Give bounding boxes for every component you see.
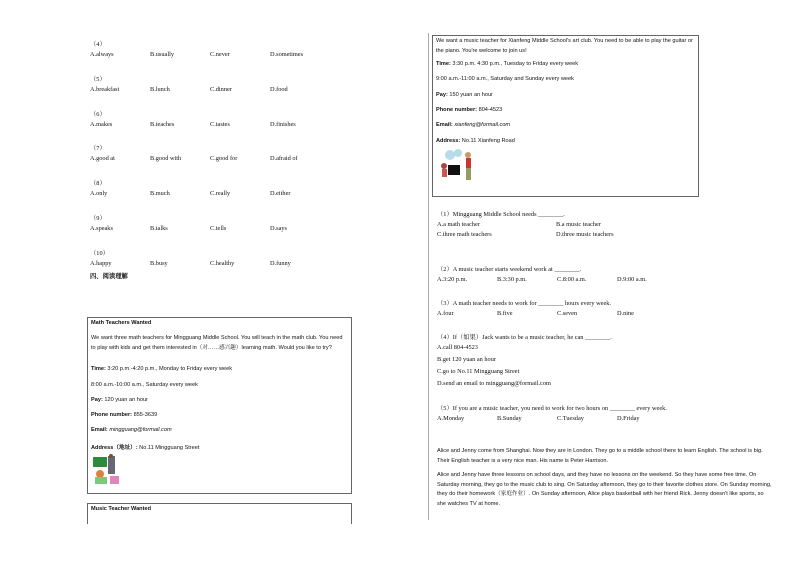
- question-number: （10）: [90, 249, 109, 257]
- teacher-illustration: [92, 454, 122, 486]
- answer-option: B.lunch: [150, 85, 170, 93]
- answer-option: B.a music teacher: [556, 221, 601, 228]
- question-text: （5）If you are a music teacher, you need to work for two hours on ________ every week.: [437, 405, 667, 412]
- answer-option: C.never: [210, 51, 230, 58]
- answer-option: B.3:30 p.m.: [497, 276, 527, 283]
- answer-option: D.says: [270, 225, 287, 232]
- answer-option: A.good at: [90, 155, 115, 163]
- question-text: （3）A math teacher needs to work for ________ hours every week.: [437, 300, 611, 307]
- answer-option: C.seven: [557, 310, 578, 317]
- music-illustration: [438, 149, 478, 184]
- answer-option: C.tastes: [210, 120, 230, 128]
- music-ad-title: Music Teacher Wanted: [91, 506, 151, 512]
- answer-option: B.usually: [150, 51, 174, 58]
- question-number: （4）: [90, 41, 106, 48]
- answer-option: A.a math teacher: [437, 221, 480, 228]
- answer-option: B.teaches: [150, 120, 175, 128]
- answer-option: D.afraid of: [270, 155, 298, 163]
- answer-option: A.3:20 p.m.: [437, 276, 468, 283]
- math-pay: Pay: 120 yuan an hour: [91, 397, 148, 403]
- column-divider: [428, 33, 429, 520]
- question-text: （2）A music teacher starts weekend work at ________.: [437, 266, 582, 273]
- answer-option: C.8:00 a.m.: [557, 276, 587, 283]
- answer-option: B.talks: [150, 225, 168, 232]
- question-number: （9）: [90, 215, 106, 222]
- answer-option: A.speaks: [90, 225, 113, 232]
- answer-option: A.only: [90, 190, 108, 198]
- math-ad-title: Math Teachers Wanted: [91, 320, 152, 326]
- answer-option: C.three math teachers: [437, 231, 492, 238]
- math-ad-body: We want three math teachers for Mingguang Middle School. You will teach in the math club. You need to play with kids and get them interested in（对……感兴趣）learning math. Would you like to try?: [91, 335, 343, 351]
- question-number: （7）: [90, 145, 106, 153]
- math-email: Email: mingguang@formail.com: [91, 427, 172, 433]
- answer-option: A.four: [437, 310, 454, 317]
- answer-option: D.9:00 a.m.: [617, 276, 647, 283]
- answer-option: A.happy: [90, 259, 112, 267]
- answer-option: B.good with: [150, 155, 182, 163]
- answer-option: D.sometimes: [270, 51, 304, 58]
- answer-option: A.breakfast: [90, 85, 120, 93]
- answer-option: C.Tuesday: [557, 415, 584, 422]
- answer-option: D.Friday: [617, 415, 640, 422]
- answer-option: C.healthy: [210, 259, 235, 267]
- answer-option: D.food: [270, 85, 288, 93]
- answer-option: A.Monday: [437, 415, 465, 422]
- answer-option: B.busy: [150, 259, 168, 267]
- math-time2: 8:00 a.m.-10:00 a.m., Saturday every week: [91, 382, 198, 388]
- question-text: （4）If（如果）Jack wants to be a music teacher, he can ________.: [437, 334, 612, 341]
- answer-option: D.three music teachers: [556, 231, 614, 238]
- question-number: （6）: [90, 110, 106, 118]
- music-pay: Pay: 150 yuan an hour: [436, 92, 493, 98]
- math-address: Address（地址）: No.11 Mingguang Street: [91, 445, 200, 451]
- answer-option: D.either: [270, 190, 291, 198]
- answer-option: B.Sunday: [497, 415, 522, 422]
- section-heading: 四、阅读理解: [90, 273, 128, 280]
- answer-option: D.funny: [270, 259, 291, 267]
- question-number: （5）: [90, 75, 106, 83]
- answer-option: B.much: [150, 190, 170, 198]
- answer-option: D.nine: [617, 310, 634, 317]
- answer-option: A.makes: [90, 120, 113, 128]
- music-phone: Phone number: 804-4523: [436, 107, 503, 113]
- music-time2: 9:00 a.m.-11:00 a.m., Saturday and Sunday every week: [436, 76, 574, 82]
- answer-option: C.good for: [210, 155, 238, 163]
- music-ad-body: We want a music teacher for Xianfeng Middle School's art club. You need to be able to play the guitar or the piano. You're welcome to join us!: [436, 38, 693, 54]
- answer-option: A.call 804-4523: [437, 344, 478, 351]
- music-address: Address: No.11 Xianfeng Road: [436, 138, 515, 144]
- music-email: Email: xianfeng@formail.com: [436, 122, 511, 128]
- answer-option: C.really: [210, 190, 231, 198]
- question-text: （1）Mingguang Middle School needs ________.: [437, 211, 565, 218]
- answer-option: A.always: [90, 51, 114, 58]
- math-phone: Phone number: 855-3639: [91, 412, 158, 418]
- answer-option: D.finishes: [270, 120, 296, 128]
- answer-option: B.get 120 yuan an hour: [437, 356, 496, 363]
- answer-option: C.dinner: [210, 85, 232, 93]
- answer-option: B.five: [497, 310, 513, 317]
- passage-paragraph: Alice and Jenny have three lessons on school days, and they have no lessons on the weekend. So they have some free time. On Saturday morning, they go to the music club to sing. On Saturday afternoon, they go to their favorite clothes store. On Sunday morning, they do their homework（家庭作业）. On Sunday afternoon, Alice plays basketball with her friend Rick. Jenny doesn't like sports, so she watches TV at home.: [437, 472, 772, 507]
- passage-paragraph: Alice and Jenny come from Shanghai. Now they are in London. They go to a middle school there to learn English. The school is big. Their English teacher is a very nice man. His name is Peter Harrison.: [437, 448, 763, 464]
- answer-option: C.tells: [210, 225, 227, 232]
- question-number: （8）: [90, 180, 106, 188]
- music-time: Time: 3:30 p.m. 4:30 p.m., Tuesday to Friday every week: [436, 61, 578, 67]
- math-time: Time: 3:20 p.m.-4:20 p.m., Monday to Friday every week: [91, 366, 233, 372]
- answer-option: C.go to No.11 Mingguang Street: [437, 368, 520, 375]
- answer-option: D.send an email to mingguang@formail.com: [437, 380, 551, 387]
